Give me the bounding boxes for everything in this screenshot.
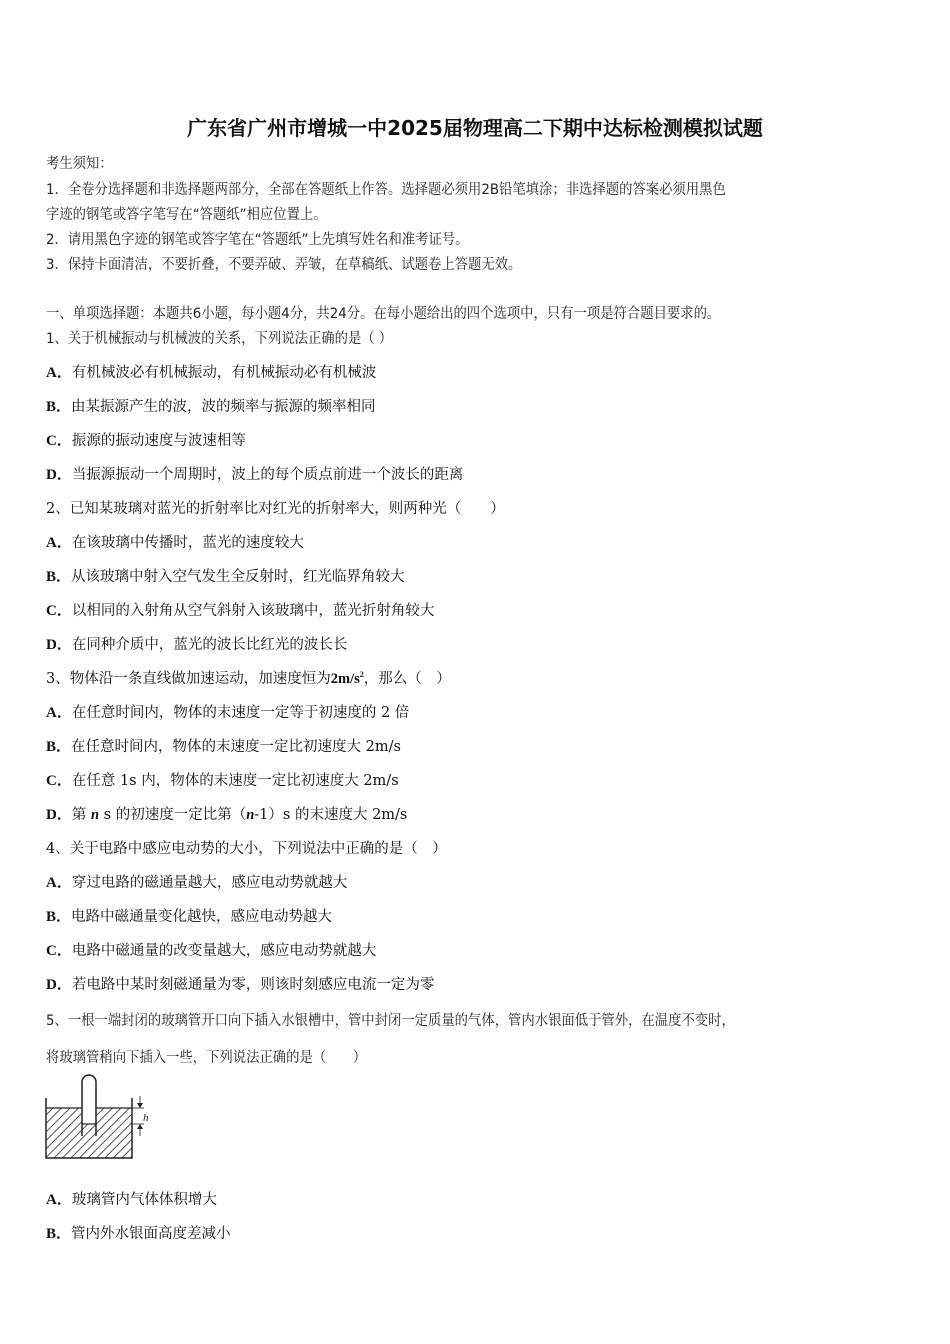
variable-n: n	[90, 807, 100, 823]
option-letter: C．	[46, 603, 72, 619]
stem-text: 3、物体沿一条直线做加速运动，加速度恒为	[46, 671, 331, 687]
option-text: 管内外水银面高度差减小	[71, 1226, 231, 1242]
option-text: 在同种介质中，蓝光的波长比红光的波长长	[71, 637, 348, 653]
option-text: 电路中磁通量的改变量越大，感应电动势就越大	[71, 943, 377, 959]
option-text: 若电路中某时刻磁通量为零，则该时刻感应电流一定为零	[71, 977, 435, 993]
option-letter: B．	[46, 569, 72, 585]
option-letter: B．	[46, 399, 72, 415]
option-letter: D．	[46, 807, 72, 823]
option-row	[46, 1222, 231, 1243]
option-letter: A．	[46, 875, 72, 891]
option-letter: C．	[46, 773, 72, 789]
option-letter: C．	[46, 433, 72, 449]
option-text: s 的初速度一定比第（	[99, 807, 247, 823]
option-row	[46, 803, 407, 824]
option-text: 第	[71, 807, 91, 823]
option-row	[46, 599, 434, 620]
option-letter: D．	[46, 637, 72, 653]
stem-text: ，那么（ ）	[363, 671, 451, 687]
notice-heading: 考生须知：	[46, 156, 113, 172]
option-row	[46, 463, 463, 484]
option-text: 有机械波必有机械振动，有机械振动必有机械波	[71, 365, 377, 381]
option-row	[46, 429, 246, 450]
option-text: 由某振源产生的波，波的频率与振源的频率相同	[71, 399, 376, 415]
question-stem: 将玻璃管稍向下插入一些，下列说法正确的是（ ）	[46, 1050, 367, 1066]
height-label: h	[143, 1112, 149, 1124]
option-row	[46, 395, 376, 416]
option-row	[46, 769, 399, 790]
option-text: 电路中磁通量变化越快，感应电动势越大	[71, 909, 333, 925]
option-text: -1）s 的末速度大 2m/s	[254, 807, 408, 823]
option-text: 振源的振动速度与波速相等	[71, 433, 246, 449]
question-stem	[46, 667, 451, 688]
option-row	[46, 871, 347, 892]
notice-item: 1．全卷分选择题和非选择题两部分，全部在答题纸上作答。选择题必须用2B铅笔填涂；非选择题的答案必须用黑色	[46, 182, 726, 198]
option-letter: A．	[46, 1192, 72, 1208]
section-heading: 一、单项选择题：本题共6小题，每小题4分，共24分。在每小题给出的四个选项中，只有一项是符合题目要求的。	[46, 306, 721, 322]
option-text: 在任意时间内，物体的末速度一定等于初速度的 2 倍	[71, 705, 410, 721]
option-text: 穿过电路的磁通量越大，感应电动势就越大	[71, 875, 348, 891]
notice-item: 3．保持卡面清洁，不要折叠，不要弄破、弄皱，在草稿纸、试题卷上答题无效。	[46, 257, 522, 273]
option-row	[46, 939, 376, 960]
option-text: 玻璃管内气体体积增大	[71, 1192, 217, 1208]
option-letter: A．	[46, 705, 72, 721]
option-letter: D．	[46, 467, 72, 483]
option-row	[46, 735, 401, 756]
option-text: 从该玻璃中射入空气发生全反射时，红光临界角较大	[71, 569, 405, 585]
option-text: 在任意 1s 内，物体的末速度一定比初速度大 2m/s	[71, 773, 399, 789]
option-letter: C．	[46, 943, 72, 959]
page-title: 广东省广州市增城一中2025届物理高二下期中达标检测模拟试题	[187, 116, 763, 140]
option-row	[46, 701, 409, 722]
notice-item: 2．请用黑色字迹的钢笔或答字笔在“答题纸”上先填写姓名和准考证号。	[46, 232, 469, 248]
option-letter: B．	[46, 909, 72, 925]
question-stem: 1、关于机械振动与机械波的关系，下列说法正确的是（ ）	[46, 331, 393, 347]
question-stem: 4、关于电路中感应电动势的大小，下列说法中正确的是（ ）	[46, 841, 447, 857]
option-letter: B．	[46, 739, 72, 755]
option-letter: A．	[46, 365, 72, 381]
acceleration-value: 2m/s	[330, 671, 360, 687]
option-text: 以相同的入射角从空气斜射入该玻璃中，蓝光折射角较大	[71, 603, 435, 619]
mercury-tube-figure	[44, 1074, 154, 1162]
option-row	[46, 633, 347, 654]
question-stem: 5、一根一端封闭的玻璃管开口向下插入水银槽中，管中封闭一定质量的气体，管内水银面低于管外，在温度不变时，	[46, 1013, 735, 1029]
option-text: 当振源振动一个周期时，波上的每个质点前进一个波长的距离	[71, 467, 464, 483]
option-row	[46, 973, 434, 994]
option-letter: B．	[46, 1226, 72, 1242]
option-row	[46, 1188, 217, 1209]
option-letter: D．	[46, 977, 72, 993]
notice-item: 字迹的钢笔或答字笔写在“答题纸”相应位置上。	[46, 207, 327, 223]
option-row	[46, 905, 332, 926]
variable-n: n	[246, 807, 255, 823]
option-row	[46, 361, 376, 382]
option-text: 在任意时间内，物体的末速度一定比初速度大 2m/s	[71, 739, 401, 755]
question-stem: 2、已知某玻璃对蓝光的折射率比对红光的折射率大，则两种光（ ）	[46, 501, 505, 517]
option-text: 在该玻璃中传播时，蓝光的速度较大	[71, 535, 304, 551]
exponent: 2	[359, 670, 364, 680]
option-row	[46, 531, 304, 552]
option-letter: A．	[46, 535, 72, 551]
option-row	[46, 565, 405, 586]
